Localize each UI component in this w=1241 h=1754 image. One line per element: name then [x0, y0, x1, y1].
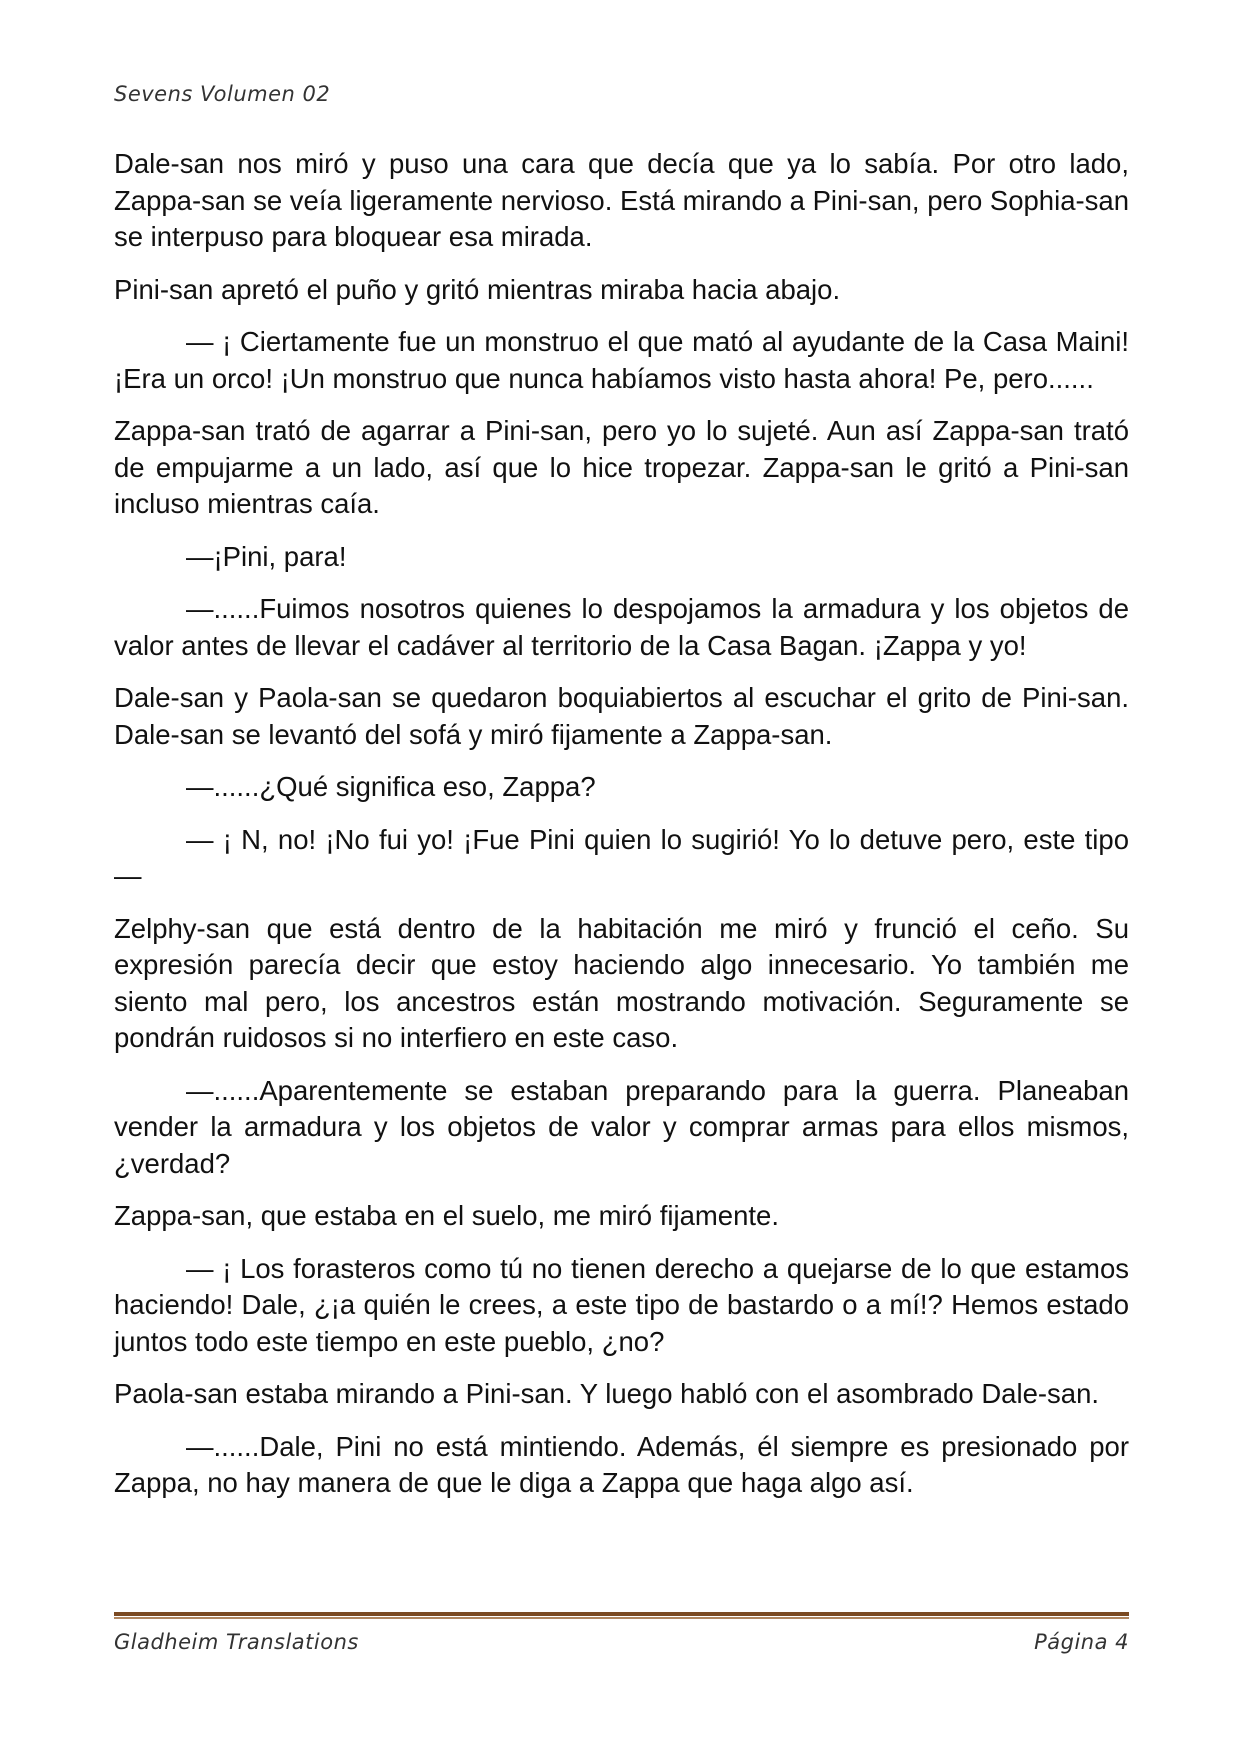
dialog-paragraph: —......¿Qué significa eso, Zappa? [186, 771, 596, 802]
paragraph: Pini-san apretó el puño y gritó mientras miraba hacia abajo. [114, 273, 841, 305]
page-number: Página 4 [1034, 1630, 1129, 1654]
dialog-paragraph: —......Aparentemente se estaban preparando para la guerra. Planeaban vender la armadura y los objetos de valor y comprar armas para ellos mismos, ¿verdad? [114, 1074, 1129, 1179]
dialog-paragraph: — ¡ N, no! ¡No fui yo! ¡Fue Pini quien lo sugirió! Yo lo detuve pero, este tipo— [114, 823, 1129, 891]
page-body [114, 146, 1129, 1518]
dialog-paragraph: —......Dale, Pini no está mintiendo. Además, él siempre es presionado por Zappa, no hay manera de que le diga a Zappa que haga algo así. [114, 1430, 1129, 1498]
paragraph: Dale-san y Paola-san se quedaron boquiabiertos al escuchar el grito de Pini-san. Dale-san se levantó del sofá y miró fijamente a Zappa-san. [114, 682, 1129, 750]
paragraph: Zelphy-san que está dentro de la habitación me miró y frunció el ceño. Su expresión parecía decir que estoy haciendo algo innecesario. Yo también me siento mal pero, los ancestros están mostrando motivación. Seguramente se pondrán ruidosos si no interfiero en este caso. [114, 912, 1129, 1053]
dialog-paragraph: — ¡ Ciertamente fue un monstruo el que mató al ayudante de la Casa Maini! ¡Era un orco! ¡Un monstruo que nunca habíamos visto hasta ahora! Pe, pero...... [114, 326, 1129, 394]
footer-divider [114, 1612, 1129, 1619]
paragraph: Zappa-san, que estaba en el suelo, me miró fijamente. [114, 1200, 779, 1231]
footer-credit: Gladheim Translations [114, 1630, 359, 1654]
dialog-paragraph: —¡Pini, para! [186, 540, 347, 572]
paragraph: Dale-san nos miró y puso una cara que decía que ya lo sabía. Por otro lado, Zappa-san se veía ligeramente nervioso. Está mirando a Pini-san, pero Sophia-san se interpuso para bloquear esa mirada. [114, 148, 1130, 252]
dialog-paragraph: —......Fuimos nosotros quienes lo despojamos la armadura y los objetos de valor antes de llevar el cadáver al territorio de la Casa Bagan. ¡Zappa y yo! [114, 593, 1129, 661]
paragraph: Paola-san estaba mirando a Pini-san. Y luego habló con el asombrado Dale-san. [114, 1378, 1100, 1409]
page-header: Sevens Volumen 02 [114, 82, 331, 106]
paragraph: Zappa-san trató de agarrar a Pini-san, pero yo lo sujeté. Aun así Zappa-san trató de empujarme a un lado, así que lo hice tropezar. Zappa-san le gritó a Pini-san incluso mientras caía. [114, 415, 1129, 519]
dialog-paragraph: — ¡ Los forasteros como tú no tienen derecho a quejarse de lo que estamos haciendo! Dale, ¿¡a quién le crees, a este tipo de bastardo o a mí!? Hemos estado juntos todo este tiempo en este pueblo, ¿no? [114, 1252, 1129, 1357]
